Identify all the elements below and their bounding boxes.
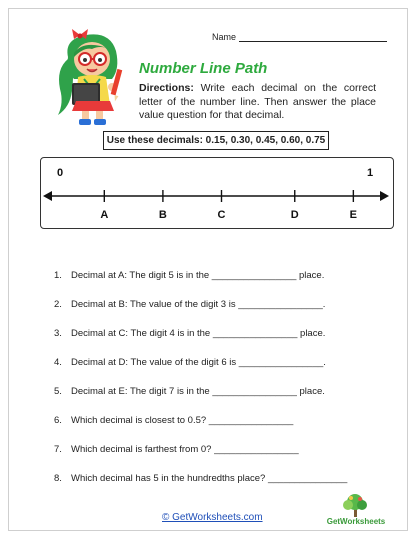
worksheet-page: [8, 8, 408, 531]
questions-list: [54, 270, 394, 502]
right-arrow-icon: [380, 191, 389, 201]
question-text: Decimal at E: The digit 7 is in the ________________ place.: [71, 386, 325, 397]
tree-logo-icon: [325, 493, 387, 519]
tick-label-d: D: [290, 209, 299, 221]
number-line: [41, 158, 395, 230]
question-text: Which decimal is closest to 0.5? ________________: [71, 415, 294, 426]
end-label: 1: [367, 167, 374, 179]
name-blank-line[interactable]: [239, 33, 387, 42]
tick-label-b: B: [158, 209, 167, 221]
question-item: [54, 444, 394, 473]
directions-label: Directions:: [139, 82, 194, 94]
question-number: 3.: [54, 328, 62, 339]
start-label: 0: [57, 167, 64, 179]
girl-mascot-illustration: [54, 29, 134, 129]
question-number: 7.: [54, 444, 62, 455]
question-text: Decimal at D: The value of the digit 6 is ________________.: [71, 357, 326, 368]
question-number: 5.: [54, 386, 62, 397]
question-item: [54, 386, 394, 415]
question-number: 2.: [54, 299, 62, 310]
question-text: Which decimal has 5 in the hundredths place? _______________: [71, 473, 348, 484]
tick-label-e: E: [349, 209, 358, 221]
question-text: Decimal at A: The digit 5 is in the ________________ place.: [71, 270, 325, 281]
number-line-box: [40, 157, 394, 229]
question-item: [54, 299, 394, 328]
tick-label-a: A: [100, 209, 109, 221]
question-item: [54, 357, 394, 386]
question-item: [54, 270, 394, 299]
question-number: 4.: [54, 357, 62, 368]
question-text: Decimal at B: The value of the digit 3 is ________________.: [71, 299, 326, 310]
logo-text: GetWorksheets: [326, 517, 386, 526]
left-arrow-icon: [43, 191, 52, 201]
question-number: 6.: [54, 415, 62, 426]
getworksheets-logo: [325, 493, 387, 529]
getworksheets-footer-link[interactable]: © GetWorksheets.com: [162, 512, 263, 523]
name-field-row: [212, 32, 387, 42]
question-number: 1.: [54, 270, 62, 281]
question-item: [54, 415, 394, 444]
decimals-box: Use these decimals: 0.15, 0.30, 0.45, 0.60, 0.75: [103, 131, 329, 150]
tick-label-c: C: [217, 209, 226, 221]
question-text: Which decimal is farthest from 0? ________________: [71, 444, 299, 455]
worksheet-title: Number Line Path: [139, 60, 268, 77]
directions-text: [139, 82, 376, 123]
question-number: 8.: [54, 473, 62, 484]
question-text: Decimal at C: The digit 4 is in the ________________ place.: [71, 328, 326, 339]
name-label: Name: [212, 32, 237, 42]
question-item: [54, 328, 394, 357]
directions-body: Write each decimal on the correct letter of the number line. Then answer the place value question for that decimal.: [139, 82, 376, 121]
